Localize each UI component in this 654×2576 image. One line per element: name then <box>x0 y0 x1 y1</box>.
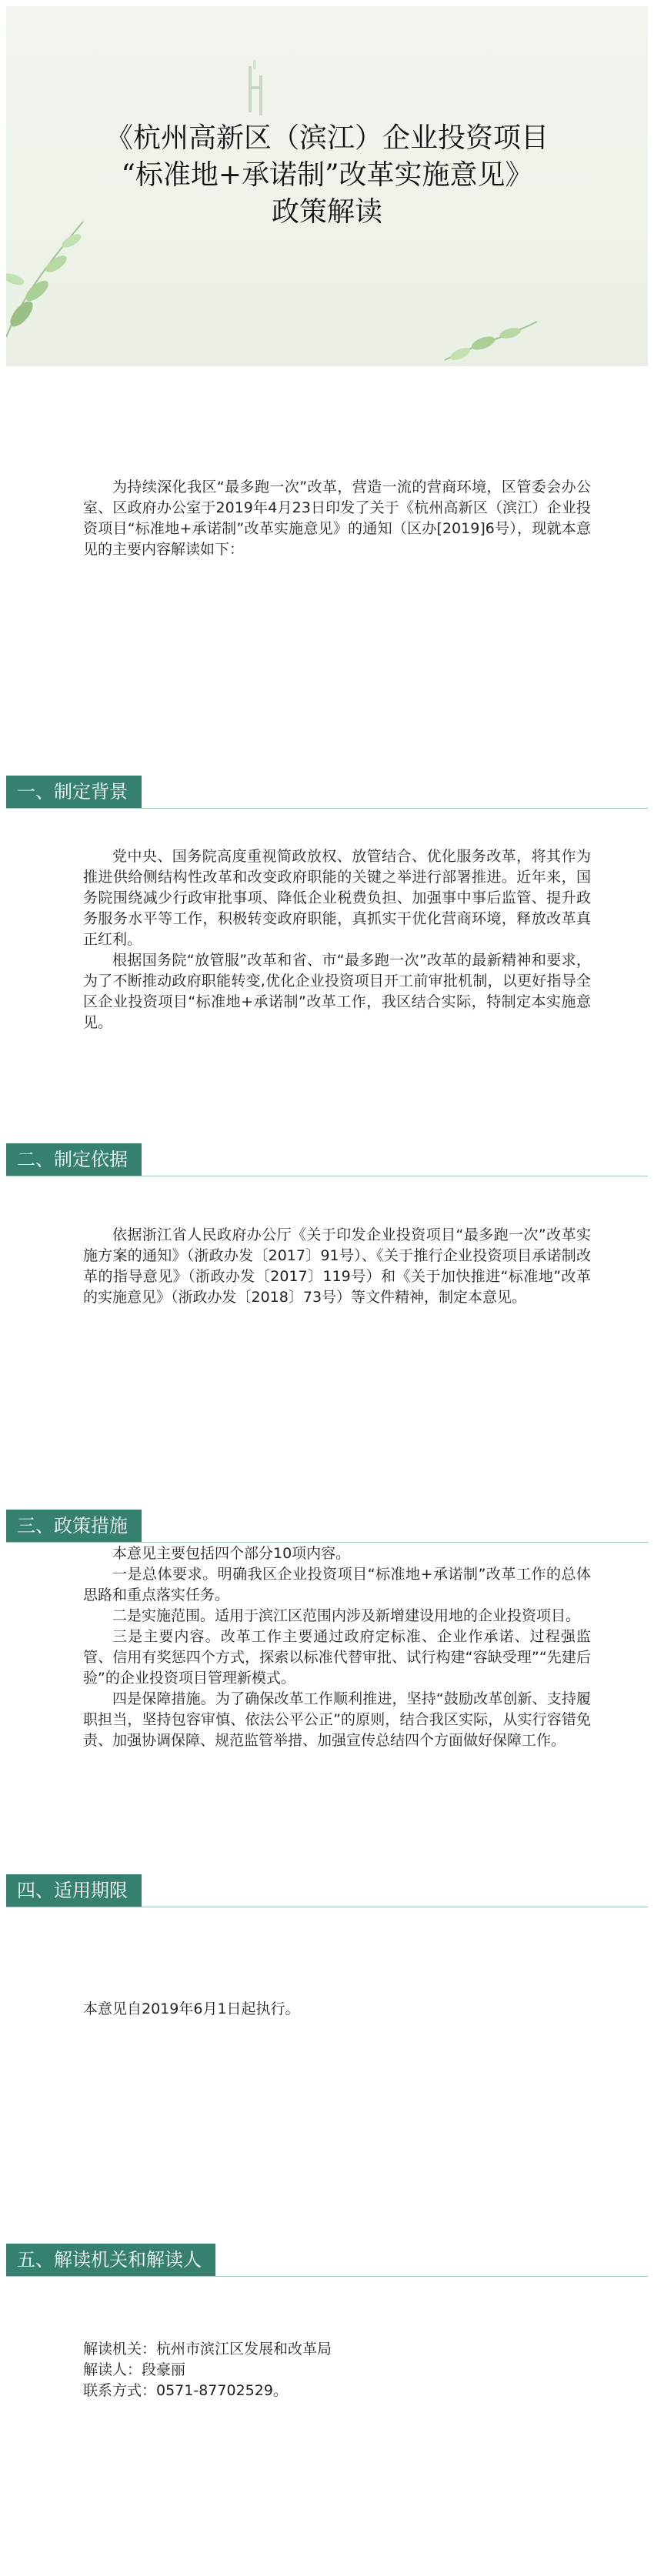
contact-phone: 联系方式：0571-87702529。 <box>83 2382 288 2399</box>
interpreting-agency: 解读机关：杭州市滨江区发展和改革局 <box>83 2341 332 2357</box>
section-body-measures <box>83 1543 591 1751</box>
section-body-basis <box>83 1225 591 1308</box>
title-line: 政策解读 <box>271 196 382 228</box>
logo-icon <box>241 60 272 122</box>
section-body-interpreter <box>83 2339 591 2401</box>
paragraph: 二是实施范围。适用于滨江区范围内涉及新增建设用地的企业投资项目。 <box>112 1607 581 1624</box>
section-divider <box>6 1542 648 1543</box>
paragraph: 四是保障措施。为了确保改革工作顺利推进，坚持“鼓励改革创新、支持履职担当，坚持包容审慎、依法公平公正”的原则，结合我区实际，从实行容错免责、加强协调保障、规范监管举措、加强宣传总结四个方面做好保障工作。 <box>83 1690 591 1749</box>
leaf-decoration-icon <box>437 314 545 366</box>
section-heading-interpreter: 五、解读机关和解读人 <box>6 2244 215 2276</box>
paragraph: 党中央、国务院高度重视简政放权、放管结合、优化服务改革，将其作为推进供给侧结构性改革和改变政府职能的关键之举进行部署推进。近年来，国务院围绕减少行政审批事项、降低企业税费负担、加强事中事后监管、提升政务服务水平等工作，积极转变政府职能，真抓实干优化营商环境，释放改革真正红利。 <box>83 848 591 948</box>
paragraph: 三是主要内容。改革工作主要通过政府定标准、企业作承诺、过程强监管、信用有奖惩四个方式，探索以标准代替审批、试行构建“容缺受理”“先建后验”的企业投资项目管理新模式。 <box>83 1628 591 1687</box>
paragraph: 依据浙江省人民政府办公厅《关于印发企业投资项目“最多跑一次”改革实施方案的通知》（浙政办发〔2017〕91号）、《关于推行企业投资项目承诺制改革的指导意见》（浙政办发〔2017〕119号）和《关于加快推进“标准地”改革的实施意见》（浙政办发〔2018〕73号）等文件精神，制定本意见。 <box>83 1226 591 1306</box>
section-heading-period: 四、适用期限 <box>6 1874 142 1907</box>
section-heading-basis: 二、制定依据 <box>6 1143 142 1176</box>
title-line: “标准地+承诺制”改革实施意见》 <box>121 159 533 191</box>
section-heading-background: 一、制定背景 <box>6 776 142 808</box>
page-title <box>6 120 648 231</box>
interpreter-name: 解读人：段豪丽 <box>83 2361 186 2378</box>
hero-banner <box>6 6 648 366</box>
paragraph: 本意见自2019年6月1日起执行。 <box>83 2000 300 2017</box>
paragraph: 一是总体要求。明确我区企业投资项目“标准地+承诺制”改革工作的总体思路和重点落实任务。 <box>83 1566 591 1603</box>
paragraph: 本意见主要包括四个部分10项内容。 <box>112 1545 351 1562</box>
section-body-period <box>83 1999 591 2020</box>
paragraph: 根据国务院“放管服”改革和省、市“最多跑一次”改革的最新精神和要求，为了不断推动政府职能转变,优化企业投资项目开工前审批机制，以更好指导全区企业投资项目“标准地+承诺制”改革工作，我区结合实际，特制定本实施意见。 <box>83 952 591 1031</box>
section-divider <box>6 2276 648 2277</box>
section-body-background <box>83 846 591 1033</box>
section-heading-measures: 三、政策措施 <box>6 1510 142 1542</box>
title-line: 《杭州高新区（滨江）企业投资项目 <box>105 122 549 154</box>
intro-paragraph <box>83 477 591 560</box>
intro-text: 为持续深化我区“最多跑一次”改革，营造一流的营商环境，区管委会办公室、区政府办公室于2019年4月23日印发了关于《杭州高新区（滨江）企业投资项目“标准地+承诺制”改革实施意见》的通知（区办[2019]6号），现就本意见的主要内容解读如下： <box>83 479 591 558</box>
section-divider <box>6 808 648 809</box>
